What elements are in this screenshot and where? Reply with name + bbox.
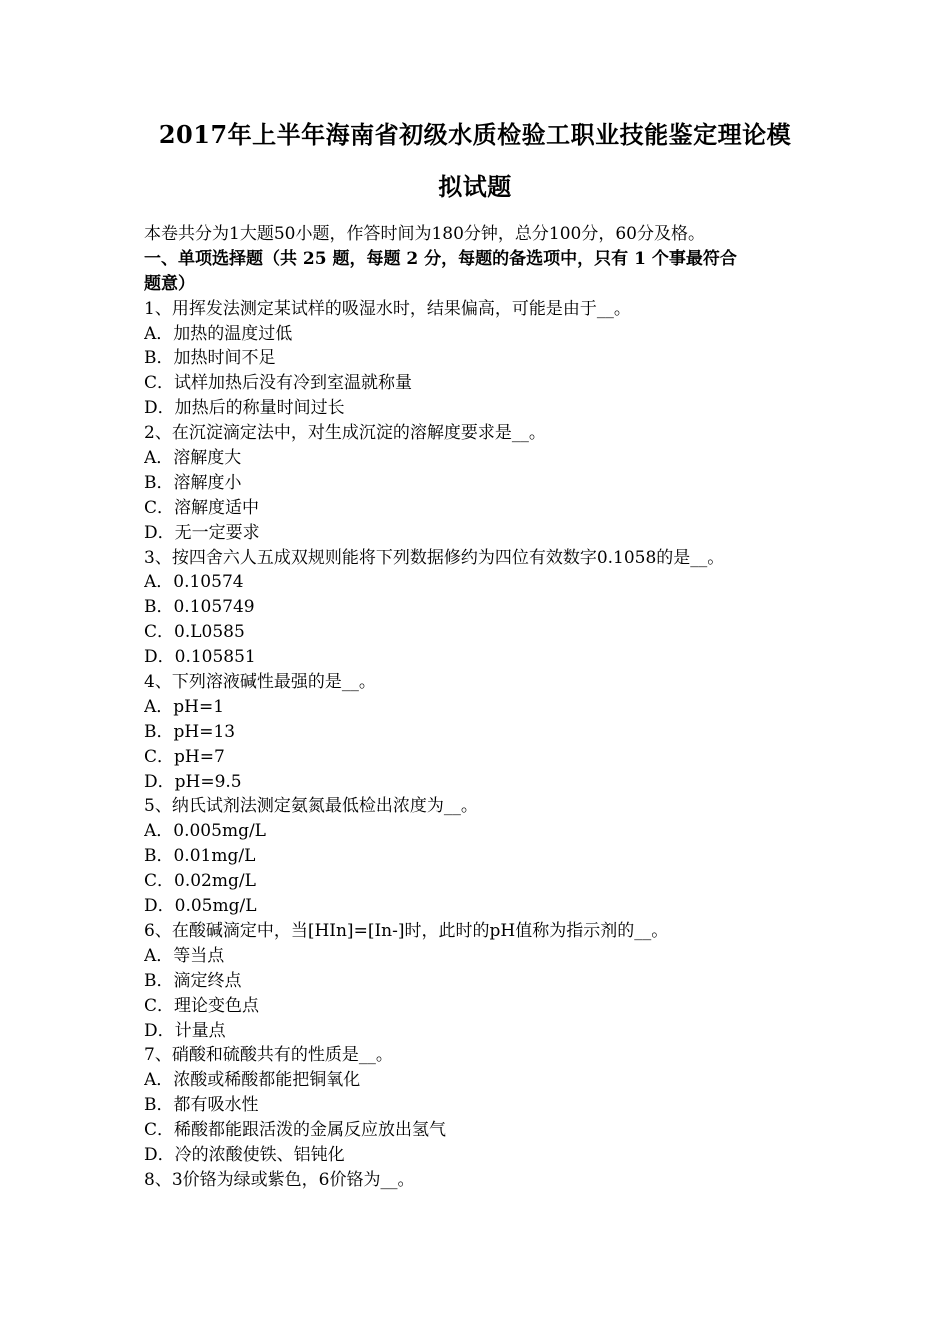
question-option: D．0.05mg/L bbox=[144, 896, 257, 917]
section-heading-line-1: 一、单项选择题（共 25 题，每题 2 分，每题的备选项中，只有 1 个事最符合 bbox=[144, 248, 737, 269]
question-stem: 6、在酸碱滴定中，当[HIn]=[In-]时，此时的pH值称为指示剂的__。 bbox=[144, 920, 669, 941]
exam-intro: 本卷共分为1大题50小题，作答时间为180分钟，总分100分，60分及格。 bbox=[144, 224, 705, 244]
question-option: A．0.005mg/L bbox=[144, 821, 266, 842]
question-option: C．pH=7 bbox=[144, 746, 225, 767]
question-option: A．pH=1 bbox=[144, 696, 225, 717]
question-3 bbox=[144, 546, 814, 670]
question-option: A．溶解度大 bbox=[144, 448, 242, 469]
question-option: D．无一定要求 bbox=[144, 522, 260, 543]
question-option: B．都有吸水性 bbox=[144, 1095, 259, 1116]
question-option: C．0.L0585 bbox=[144, 622, 245, 643]
question-option: B．0.105749 bbox=[144, 597, 255, 618]
question-option: C．溶解度适中 bbox=[144, 497, 260, 518]
question-stem: 3、按四舍六人五成双规则能将下列数据修约为四位有效数字0.1058的是__。 bbox=[144, 547, 725, 568]
document-body bbox=[144, 222, 814, 1193]
question-stem: 7、硝酸和硫酸共有的性质是__。 bbox=[144, 1045, 393, 1066]
question-option: A．等当点 bbox=[144, 945, 225, 966]
question-option: B．0.01mg/L bbox=[144, 846, 256, 867]
question-stem: 2、在沉淀滴定法中，对生成沉淀的溶解度要求是__。 bbox=[144, 423, 546, 444]
question-option: B．滴定终点 bbox=[144, 970, 242, 991]
question-option: C．稀酸都能跟活泼的金属反应放出氢气 bbox=[144, 1120, 447, 1141]
question-5 bbox=[144, 794, 814, 918]
question-option: A．0.10574 bbox=[144, 572, 244, 593]
question-stem: 8、3价铬为绿或紫色，6价铬为__。 bbox=[144, 1169, 415, 1190]
question-option: D．计量点 bbox=[144, 1020, 226, 1041]
section-heading-line-2: 题意） bbox=[144, 273, 195, 294]
question-option: C．理论变色点 bbox=[144, 995, 260, 1016]
question-option: D．冷的浓酸使铁、铝钝化 bbox=[144, 1144, 345, 1165]
question-8 bbox=[144, 1168, 814, 1193]
question-option: A．加热的温度过低 bbox=[144, 323, 293, 344]
question-stem: 5、纳氏试剂法测定氨氮最低检出浓度为__。 bbox=[144, 796, 478, 817]
question-stem: 4、下列溶液碱性最强的是__。 bbox=[144, 672, 376, 693]
question-option: B．溶解度小 bbox=[144, 472, 242, 493]
question-option: C．0.02mg/L bbox=[144, 871, 256, 892]
question-1 bbox=[144, 297, 814, 421]
section-heading bbox=[144, 247, 814, 297]
question-option: B．pH=13 bbox=[144, 721, 236, 742]
question-option: B．加热时间不足 bbox=[144, 348, 276, 369]
document-title-line-1: 2017年上半年海南省初级水质检验工职业技能鉴定理论模 bbox=[158, 120, 792, 149]
question-4 bbox=[144, 670, 814, 794]
question-option: D．pH=9.5 bbox=[144, 771, 242, 792]
question-option: A．浓酸或稀酸都能把铜氧化 bbox=[144, 1070, 361, 1091]
question-option: C．试样加热后没有冷到室温就称量 bbox=[144, 373, 413, 394]
question-stem: 1、用挥发法测定某试样的吸湿水时，结果偏高，可能是由于__。 bbox=[144, 298, 631, 319]
question-option: D．加热后的称量时间过长 bbox=[144, 398, 345, 419]
question-7 bbox=[144, 1043, 814, 1167]
question-6 bbox=[144, 919, 814, 1043]
question-option: D．0.105851 bbox=[144, 647, 256, 668]
question-2 bbox=[144, 421, 814, 545]
document-title-line-2: 拟试题 bbox=[438, 172, 512, 201]
